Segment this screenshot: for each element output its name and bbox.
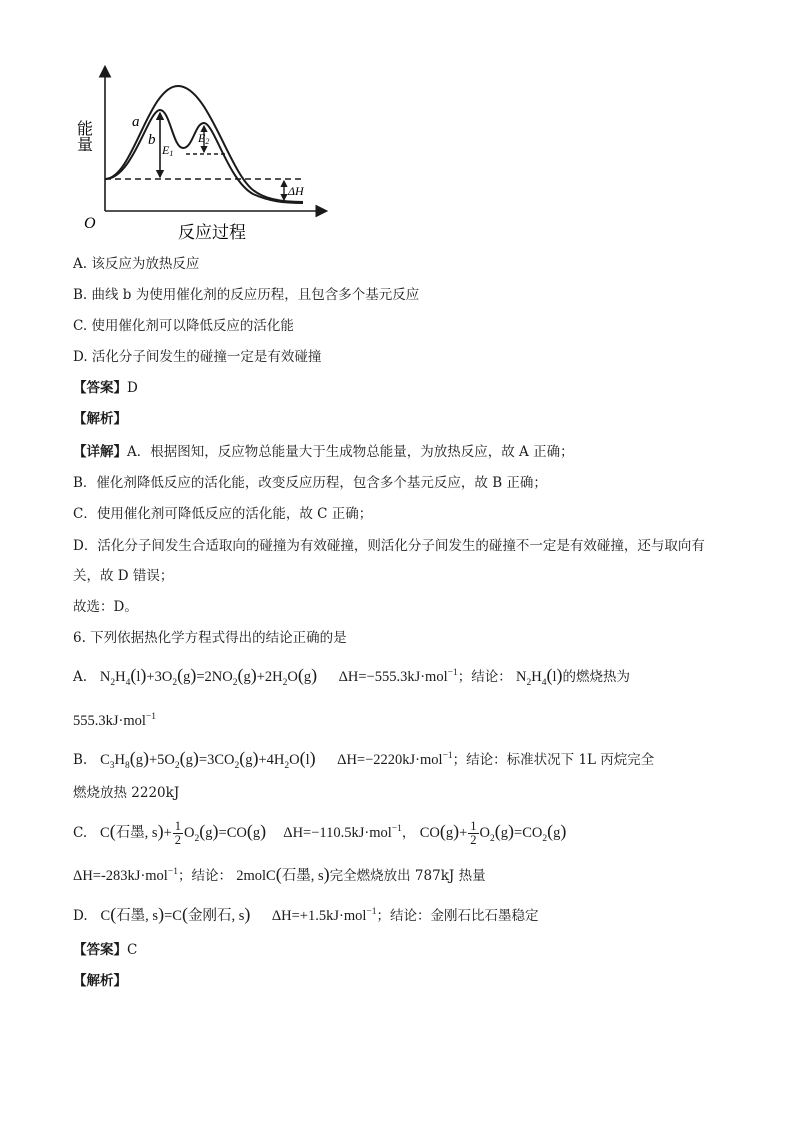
q6-option-c: C. C(石墨, s)+ $\frac{1}{2}$ $O_2(g)=CO(g)$ ΔH=−110.5kJ·mol$^{-1}$， CO(g)+ $\frac{1}{2}$ $O_2(g)=CO_2(g)$: [73, 819, 567, 847]
e2-label: E2: [198, 131, 210, 146]
q5-option-d: D. 活化分子间发生的碰撞一定是有效碰撞: [73, 349, 322, 365]
q5-option-a: A. 该反应为放热反应: [73, 256, 200, 272]
curve-b-label: b: [148, 132, 156, 148]
q6-option-d: D. C(石墨, s)=C(金刚石, s) ΔH=+1.5kJ·mol$^{-1}$；结论：金刚石比石墨稳定: [73, 903, 539, 924]
q6-option-b: B. $C_3H_8(g)+5O_2(g)=3CO_2(g)+4H_2O(l)$ ΔH=−2220kJ·mol$^{-1}$；结论：标准状况下 1L 丙烷完全: [73, 747, 655, 771]
q5-analysis-tag: 【解析】: [73, 411, 127, 427]
q5-detail-c: C．使用催化剂可降低反应的活化能，故 C 正确；: [73, 506, 373, 522]
origin-label: O: [84, 215, 96, 232]
q5-answer: 【答案】D: [73, 380, 138, 396]
q5-detail-d-2: 关，故 D 错误；: [73, 568, 174, 584]
q5-option-c: C. 使用催化剂可以降低反应的活化能: [73, 318, 294, 334]
q6-option-a: A. $N_2H_4(l)+3O_2(g)=2NO_2(g)+2H_2O(g)$ ΔH=−555.3kJ·mol$^{-1}$；结论： $N_2H_4(l)$的燃烧热为: [73, 664, 631, 688]
q5-detail-d-1: D．活化分子间发生合适取向的碰撞为有效碰撞，则活化分子间发生的碰撞不一定是有效碰撞，还与取向有: [73, 538, 705, 554]
q6-option-c-2: ΔH=-283kJ·mol$^{-1}$；结论： 2molC(石墨, s)完全燃烧放出 787kJ 热量: [73, 863, 486, 884]
energy-diagram: [74, 60, 338, 250]
q5-detail-b: B．催化剂降低反应的活化能，改变反应历程，包含多个基元反应，故 B 正确；: [73, 475, 547, 491]
q6-analysis-tag: 【解析】: [73, 973, 127, 989]
e1-label: E1: [162, 143, 174, 158]
q5-detail-a: 【详解】A．根据图知，反应物总能量大于生成物总能量，为放热反应，故 A 正确；: [73, 444, 574, 460]
q5-option-b: B. 曲线 b 为使用催化剂的反应历程，且包含多个基元反应: [73, 287, 420, 303]
q6-stem: 6. 下列依据热化学方程式得出的结论正确的是: [73, 630, 347, 646]
y-axis-label: 能量: [74, 120, 94, 152]
q5-choose: 故选：D。: [73, 599, 138, 615]
q6-option-a-value: 555.3kJ·mol$^{-1}$: [73, 712, 157, 729]
x-axis-label: 反应过程: [178, 223, 246, 243]
q6-answer: 【答案】C: [73, 942, 138, 958]
dh-label: ΔH: [288, 184, 304, 198]
q6-option-b-2: 燃烧放热 2220kJ: [73, 785, 180, 801]
curve-a-label: a: [132, 114, 140, 130]
